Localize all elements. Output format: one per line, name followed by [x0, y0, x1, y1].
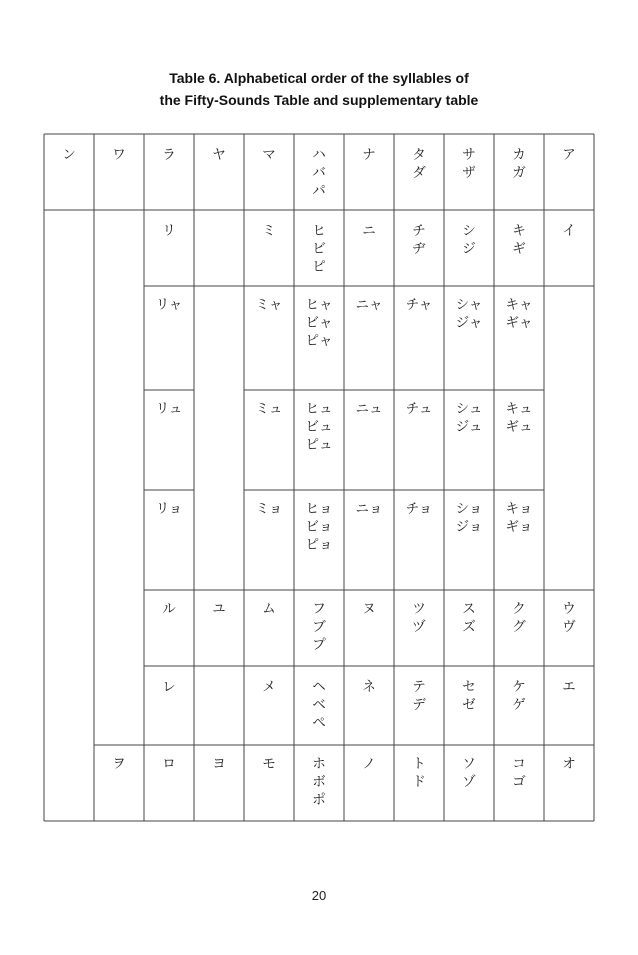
cell-myo: ミョ	[255, 501, 283, 517]
table-caption-line-1: Table 6. Alphabetical order of the syllables of	[169, 70, 469, 86]
cell-rya: リャ	[155, 297, 183, 313]
cell-hi: ヒ ビ ピ	[312, 223, 326, 275]
cell-o: オ	[562, 756, 576, 772]
cell-sho: ショ ジョ	[455, 501, 483, 535]
cell-me: メ	[262, 679, 276, 695]
cell-ka: カ ガ	[512, 147, 526, 181]
cell-mi: ミ	[262, 223, 276, 239]
cell-shu: シュ ジュ	[455, 401, 483, 435]
cell-hyo: ヒョ ビョ ピョ	[305, 501, 333, 553]
cell-chi: チ ヂ	[412, 223, 426, 257]
cell-kya: キャ ギャ	[505, 297, 533, 331]
cell-mo: モ	[262, 756, 276, 772]
cell-cho: チョ	[405, 501, 433, 517]
cell-ra: ラ	[162, 147, 176, 163]
cell-to: ト ド	[412, 756, 426, 790]
cell-ryo: リョ	[155, 501, 183, 517]
cell-u: ウ ヴ	[562, 601, 576, 635]
cell-fu: フ ブ プ	[312, 601, 326, 653]
cell-kyo: キョ ギョ	[505, 501, 533, 535]
cell-ho: ホ ボ ポ	[312, 756, 326, 808]
cell-nyu: ニュ	[355, 401, 383, 417]
cell-nu: ヌ	[362, 601, 376, 617]
cell-ta: タ ダ	[412, 147, 426, 181]
cell-ki: キ ギ	[512, 223, 526, 257]
cell-chu: チュ	[405, 401, 433, 417]
cell-wo: ヲ	[112, 756, 126, 772]
cell-ku: ク グ	[512, 601, 526, 635]
cell-kyu: キュ ギュ	[505, 401, 533, 435]
cell-n: ン	[62, 147, 76, 163]
cell-myu: ミュ	[255, 401, 283, 417]
cell-se: セ ゼ	[462, 679, 476, 713]
cell-ko: コ ゴ	[512, 756, 526, 790]
cell-sa: サ ザ	[462, 147, 476, 181]
cell-te: テ デ	[412, 679, 426, 713]
cell-ne: ネ	[362, 679, 376, 695]
cell-ro: ロ	[162, 756, 176, 772]
cell-hya: ヒャ ビャ ピャ	[305, 297, 333, 349]
cell-ru: ル	[162, 601, 176, 617]
cell-re: レ	[162, 679, 176, 695]
cell-he: ヘ ベ ペ	[312, 679, 326, 731]
cell-ni: ニ	[362, 223, 376, 239]
cell-hyu: ヒュ ビュ ピュ	[305, 401, 333, 453]
cell-ma: マ	[262, 147, 276, 163]
cell-ha: ハ バ パ	[312, 147, 326, 199]
cell-nyo: ニョ	[355, 501, 383, 517]
cell-shi: シ ジ	[462, 223, 476, 257]
cell-e: エ	[562, 679, 576, 695]
cell-yo: ヨ	[212, 756, 226, 772]
cell-so: ソ ゾ	[462, 756, 476, 790]
cell-cha: チャ	[405, 297, 433, 313]
cell-tsu: ツ ヅ	[412, 601, 426, 635]
cell-mu: ム	[262, 601, 276, 617]
cell-yu: ユ	[212, 601, 226, 617]
cell-sha: シャ ジャ	[455, 297, 483, 331]
cell-wa: ワ	[112, 147, 126, 163]
cell-ya: ヤ	[212, 147, 226, 163]
cell-su: ス ズ	[462, 601, 476, 635]
cell-i: イ	[562, 223, 576, 239]
cell-a: ア	[562, 147, 576, 163]
cell-nya: ニャ	[355, 297, 383, 313]
page-number: 20	[311, 888, 327, 903]
cell-mya: ミャ	[255, 297, 283, 313]
cell-no: ノ	[362, 756, 376, 772]
cell-ri: リ	[162, 223, 176, 239]
cell-ryu: リュ	[155, 401, 183, 417]
cell-ke: ケ ゲ	[512, 679, 526, 713]
cell-na: ナ	[362, 147, 376, 163]
table-caption-line-2: the Fifty-Sounds Table and supplementary table	[159, 92, 479, 108]
